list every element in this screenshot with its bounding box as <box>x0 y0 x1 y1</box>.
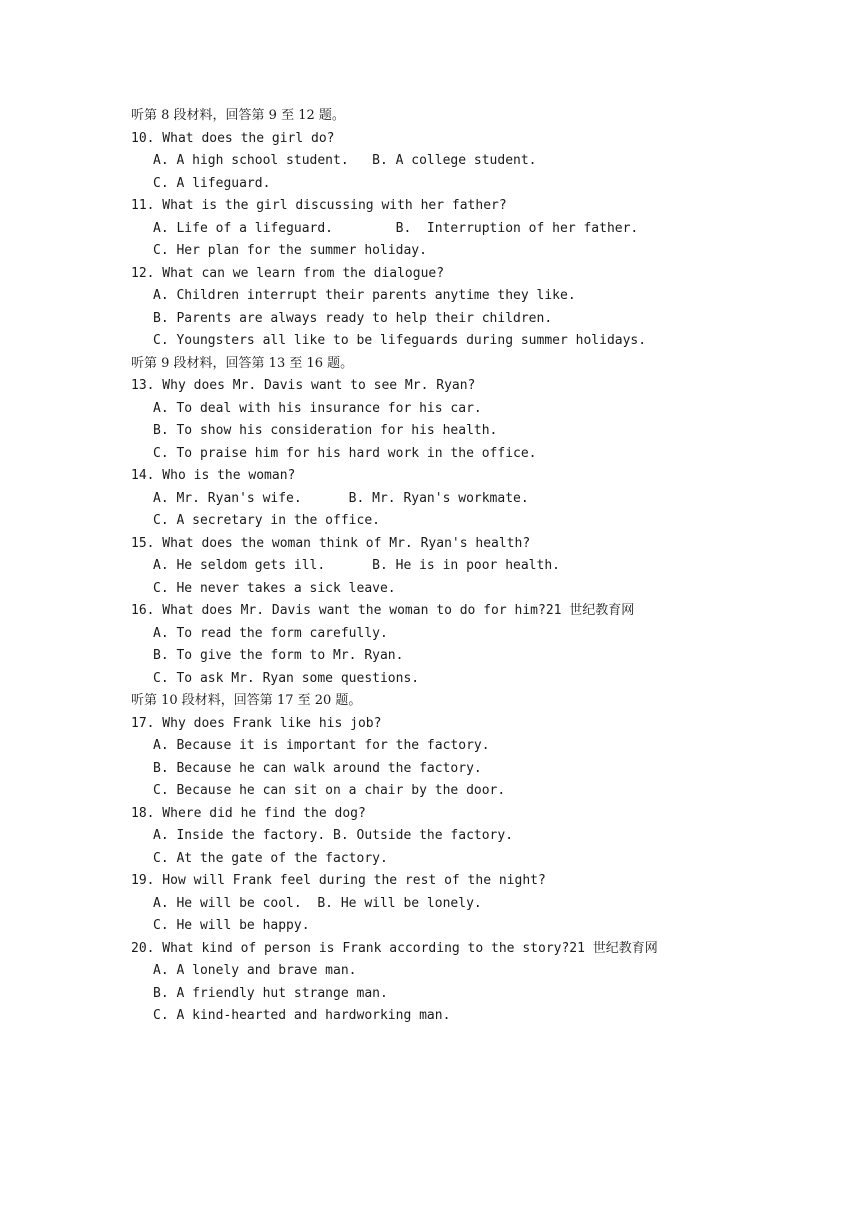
question-stem: 15. What does the woman think of Mr. Ryan's health? <box>131 535 531 551</box>
question-stem: 10. What does the girl do? <box>131 130 335 146</box>
exam-page <box>131 105 831 1028</box>
question-stem: 11. What is the girl discussing with her father? <box>131 198 507 213</box>
question-options: B. Because he can walk around the factory. <box>153 760 482 776</box>
question-options: A. Life of a lifeguard. B. Interruption of her father. <box>153 220 639 236</box>
question-options: C. To ask Mr. Ryan some questions. <box>153 670 420 686</box>
question-options: B. A friendly hut strange man. <box>153 985 388 1001</box>
question-stem: 20. What kind of person is Frank according to the story?21 世纪教育网 <box>131 940 658 956</box>
question-stem: 19. How will Frank feel during the rest of the night? <box>131 873 546 888</box>
section-heading: 听第 10 段材料，回答第 17 至 20 题。 <box>131 693 362 708</box>
question-options: A. A lonely and brave man. <box>153 963 357 978</box>
question-stem: 14. Who is the woman? <box>131 468 296 483</box>
question-stem: 13. Why does Mr. Davis want to see Mr. Ryan? <box>131 378 476 393</box>
question-options: B. To give the form to Mr. Ryan. <box>153 648 404 663</box>
question-options: A. He seldom gets ill. B. He is in poor health. <box>153 558 560 573</box>
question-options: A. To read the form carefully. <box>153 625 388 641</box>
question-stem: 12. What can we learn from the dialogue? <box>131 265 445 281</box>
section-heading: 听第 9 段材料，回答第 13 至 16 题。 <box>131 355 354 371</box>
question-options: B. Parents are always ready to help their children. <box>153 310 553 326</box>
question-options: B. To show his consideration for his health. <box>153 423 498 438</box>
question-options: C. A secretary in the office. <box>153 513 380 528</box>
question-options: A. Because it is important for the factory. <box>153 738 490 753</box>
question-stem: 17. Why does Frank like his job? <box>131 715 382 731</box>
question-options: A. Mr. Ryan's wife. B. Mr. Ryan's workmate. <box>153 490 529 506</box>
question-options: C. Because he can sit on a chair by the door. <box>153 783 506 798</box>
question-options: C. At the gate of the factory. <box>153 850 388 866</box>
question-options: C. Youngsters all like to be lifeguards during summer holidays. <box>153 333 647 348</box>
question-options: A. Children interrupt their parents anytime they like. <box>153 288 576 303</box>
question-options: C. A lifeguard. <box>153 175 271 191</box>
question-options: C. He never takes a sick leave. <box>153 580 396 596</box>
question-options: A. He will be cool. B. He will be lonely. <box>153 895 482 911</box>
question-options: C. He will be happy. <box>153 918 310 933</box>
question-options: C. A kind-hearted and hardworking man. <box>153 1008 451 1023</box>
question-options: A. Inside the factory. B. Outside the factory. <box>153 828 514 843</box>
question-options: A. To deal with his insurance for his car. <box>153 400 482 416</box>
section-heading: 听第 8 段材料，回答第 9 至 12 题。 <box>131 108 345 123</box>
question-options: C. Her plan for the summer holiday. <box>153 243 427 258</box>
question-stem: 16. What does Mr. Davis want the woman to do for him?21 世纪教育网 <box>131 603 635 618</box>
question-options: A. A high school student. B. A college student. <box>153 153 537 168</box>
question-stem: 18. Where did he find the dog? <box>131 805 366 821</box>
question-options: C. To praise him for his hard work in the office. <box>153 445 537 461</box>
